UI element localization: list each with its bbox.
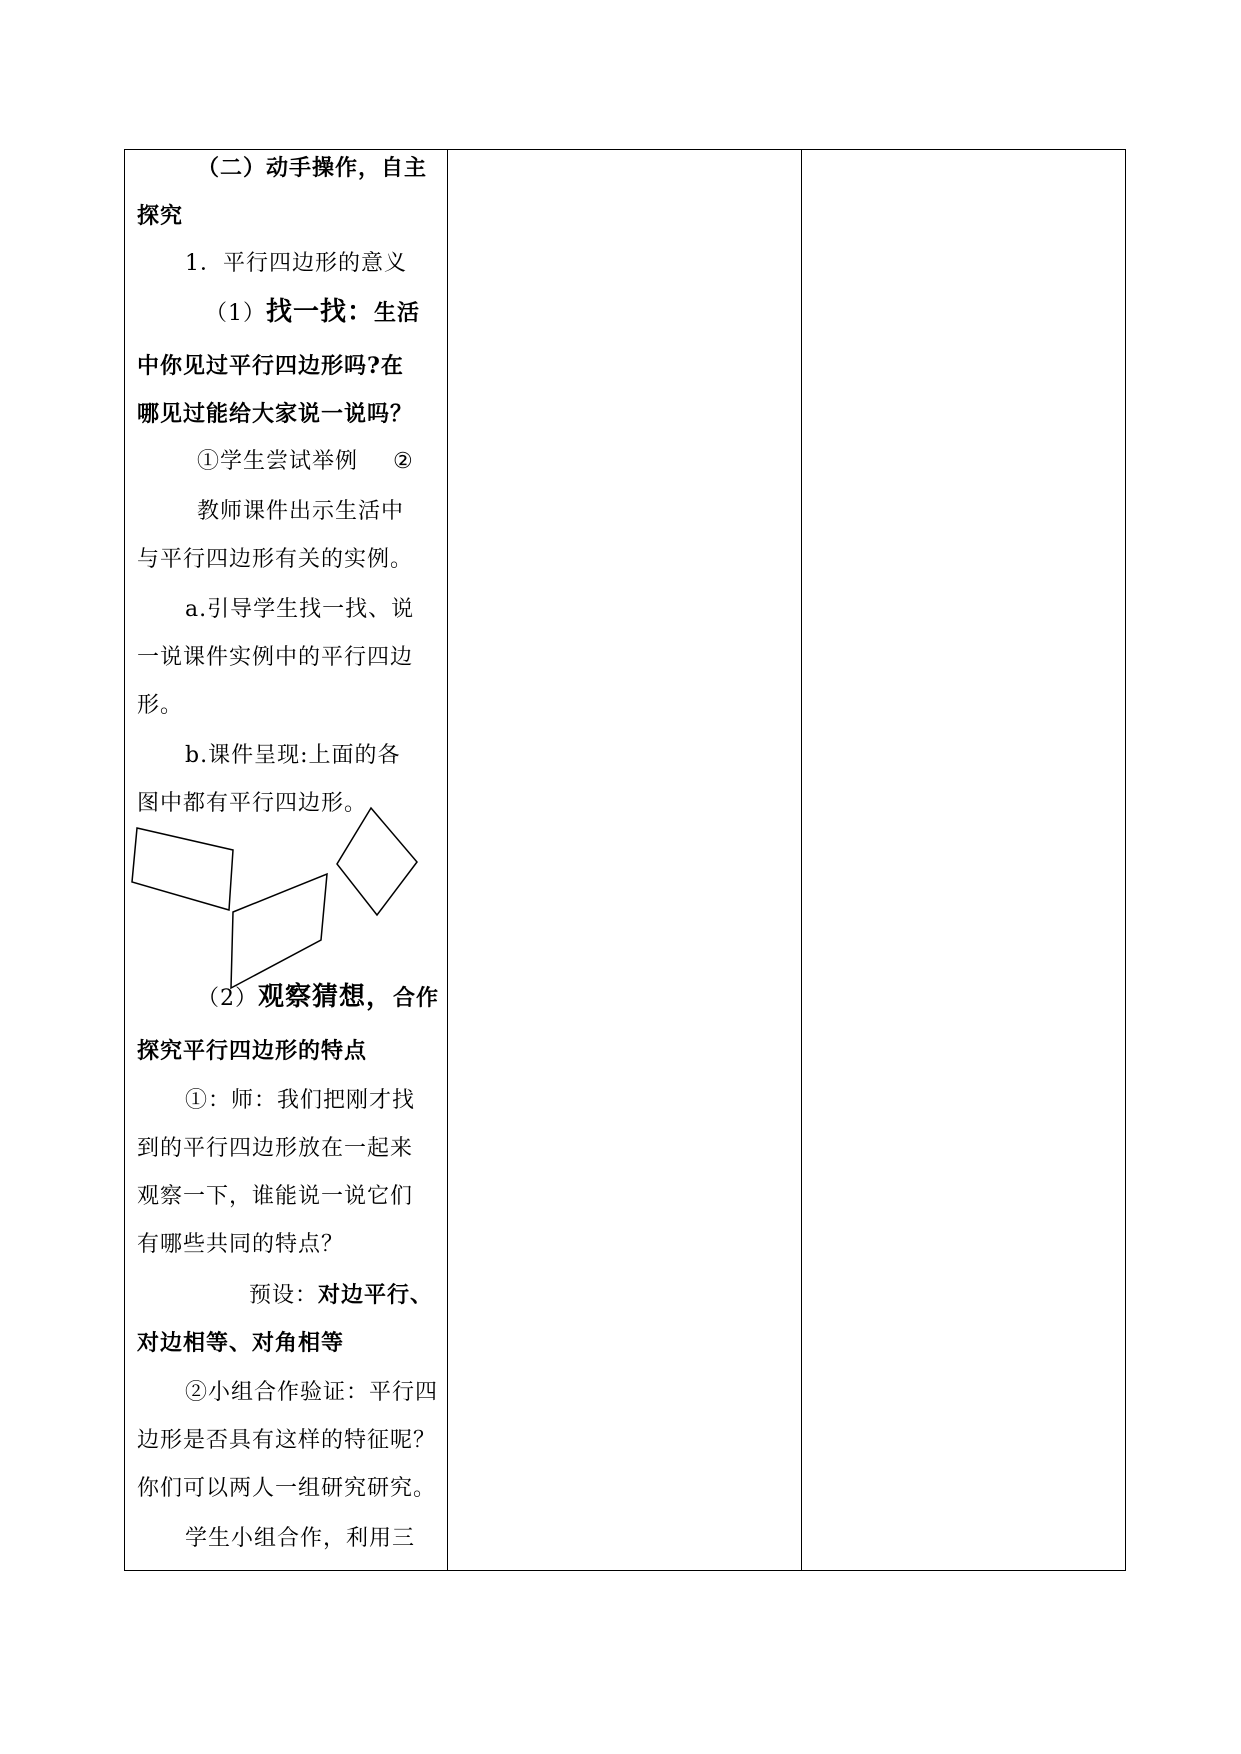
- lesson-content-column: [125, 150, 448, 1570]
- step-number: （2）: [197, 986, 258, 1011]
- teacher-question-2: 到的平行四边形放在一起来: [137, 1136, 414, 1161]
- group-line-3: 你们可以两人一组研究研究。: [137, 1476, 437, 1501]
- section-heading-cont: 探究: [137, 203, 184, 229]
- activity-student: ①学生尝试举例: [197, 449, 359, 474]
- rhombus: [337, 808, 417, 915]
- step-title: 找一找：: [266, 297, 375, 327]
- guide-line-1: a.引导学生找一找、说: [185, 597, 415, 622]
- teacher-question-3: 观察一下，谁能说一说它们: [137, 1184, 414, 1209]
- teacher-line-1: 教师课件出示生活中: [197, 499, 405, 524]
- question-line-1: 中你见过平行四边形吗?在: [137, 353, 404, 379]
- teacher-line-2: 与平行四边形有关的实例。: [137, 547, 414, 572]
- parallelogram-1: [132, 828, 233, 910]
- teacher-question-1: ①：师：我们把刚才找: [185, 1088, 416, 1113]
- step-text: 合作: [393, 985, 440, 1011]
- question-line-2: 哪见过能给大家说一说吗？: [137, 401, 414, 427]
- guide-line-2: 一说课件实例中的平行四边: [137, 645, 414, 670]
- step-number: （1）: [205, 301, 266, 326]
- present-line-1: b.课件呈现:上面的各: [185, 743, 401, 768]
- present-line-2: 图中都有平行四边形。: [137, 791, 368, 816]
- group-line-4: 学生小组合作，利用三: [185, 1526, 416, 1551]
- step-text: 生活: [374, 300, 421, 326]
- group-line-1: ②小组合作验证：平行四: [185, 1380, 439, 1405]
- preset-label: 预设：: [249, 1283, 319, 1308]
- guide-line-3: 形。: [137, 693, 184, 718]
- preset-line-1: [137, 1280, 448, 1311]
- subheading-1: 1．平行四边形的意义: [185, 251, 407, 276]
- step-2-heading: [137, 982, 448, 1014]
- column-divider-2: [801, 150, 802, 1570]
- parallelogram-2: [231, 874, 327, 988]
- step-title: 观察猜想，: [258, 982, 394, 1012]
- preset-line-2: 对边相等、对角相等: [137, 1330, 345, 1356]
- group-line-2: 边形是否具有这样的特征呢？: [137, 1428, 437, 1453]
- activity-marker: ②: [393, 449, 414, 474]
- teacher-question-4: 有哪些共同的特点？: [137, 1232, 345, 1257]
- section-heading: （二）动手操作，自主: [197, 155, 428, 181]
- lesson-table: [124, 149, 1126, 1571]
- step-2-heading-cont: 探究平行四边形的特点: [137, 1038, 368, 1064]
- preset-answer: 对边平行、: [318, 1282, 434, 1308]
